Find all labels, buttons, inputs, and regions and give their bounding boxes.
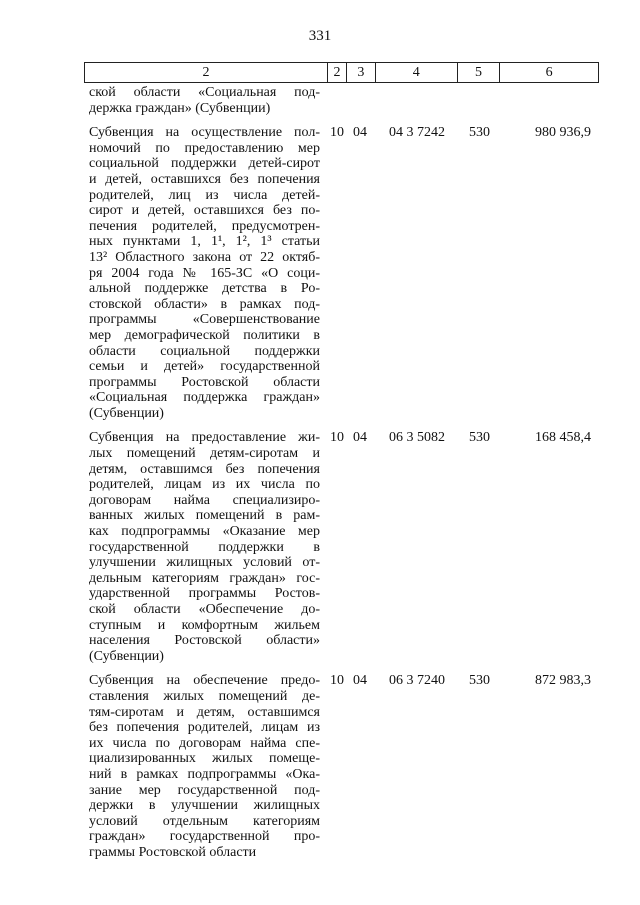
description-line: (Субвенции) bbox=[89, 648, 164, 664]
description-line: лых помещений детям-сиротам и bbox=[89, 446, 320, 462]
description-line: альной поддержке детства в Ро- bbox=[89, 281, 320, 297]
description-line: и детей, оставшихся без попечения bbox=[89, 171, 320, 187]
page-number: 331 bbox=[308, 28, 332, 44]
description-line: зание мер государственной под- bbox=[89, 782, 320, 798]
description-line: держки в улучшении жилищных bbox=[89, 798, 320, 814]
table-row bbox=[84, 125, 599, 421]
row-target-item: 06 3 7240 bbox=[389, 673, 445, 689]
row-description bbox=[84, 85, 328, 116]
description-line: (Субвенции) bbox=[89, 405, 164, 421]
table-body bbox=[84, 85, 599, 861]
row-expense-type bbox=[458, 85, 501, 116]
description-line: ванных жилых помещений в рам- bbox=[89, 508, 320, 524]
row-target-item: 04 3 7242 bbox=[389, 125, 445, 141]
row-target-item: 06 3 5082 bbox=[389, 430, 445, 446]
description-line: держка граждан» (Субвенции) bbox=[89, 100, 271, 116]
description-line: родителей, лицам из их числа по bbox=[89, 477, 320, 493]
description-line: ний в рамках подпрограммы «Ока- bbox=[89, 766, 320, 782]
description-line: Субвенция на осуществление пол- bbox=[89, 125, 320, 141]
description-line: улучшении жилищных условий от- bbox=[89, 555, 320, 571]
description-line: государственной поддержки в bbox=[89, 539, 320, 555]
description-line: населения Ростовской области» bbox=[89, 633, 320, 649]
row-description bbox=[84, 430, 328, 664]
description-line: ступным и комфортным жильем bbox=[89, 617, 320, 633]
description-line: печения родителей, предусмотрен- bbox=[89, 218, 320, 234]
description-line: Субвенция на обеспечение предо- bbox=[89, 673, 320, 689]
row-subsection bbox=[347, 85, 376, 116]
description-line: ударственной программы Ростов- bbox=[89, 586, 320, 602]
row-amount: 872 983,3 bbox=[535, 673, 591, 689]
description-line: граждан» государственной про- bbox=[89, 829, 320, 845]
header-col-description: 2 bbox=[85, 63, 328, 82]
description-line: циализированных жилых помеще- bbox=[89, 751, 320, 767]
description-line: договорам найма специализиро- bbox=[89, 492, 320, 508]
header-col-subsection: 3 bbox=[347, 63, 376, 82]
table-row bbox=[84, 673, 599, 860]
description-line: условий отдельным категориям bbox=[89, 813, 320, 829]
description-line: 13² Областного закона от 22 октяб- bbox=[89, 249, 320, 265]
row-target-item bbox=[376, 85, 458, 116]
description-line: детям, оставшимся без попечения bbox=[89, 461, 320, 477]
description-line: программы «Совершенствование bbox=[89, 312, 320, 328]
description-line: дельным категориям граждан» гос- bbox=[89, 570, 320, 586]
header-col-amount: 6 bbox=[545, 65, 553, 80]
table-row bbox=[84, 430, 599, 664]
row-section: 10 bbox=[330, 430, 344, 446]
row-subsection: 04 bbox=[353, 125, 367, 141]
row-subsection: 04 bbox=[353, 673, 367, 689]
description-line: их числа по договорам найма спе- bbox=[89, 735, 320, 751]
description-line: области социальной поддержки bbox=[89, 343, 320, 359]
row-expense-type: 530 bbox=[469, 673, 490, 689]
description-line: мер демографической политики в bbox=[89, 327, 320, 343]
row-section bbox=[328, 85, 347, 116]
row-description bbox=[84, 125, 328, 421]
row-section: 10 bbox=[330, 125, 344, 141]
description-line: «Социальная поддержка граждан» bbox=[89, 390, 320, 406]
description-line: граммы Ростовской области bbox=[89, 844, 257, 860]
description-line: ской области «Обеспечение до- bbox=[89, 602, 320, 617]
header-col-section: 2 bbox=[328, 63, 347, 82]
row-expense-type: 530 bbox=[469, 125, 490, 141]
description-line: ных пунктами 1, 1¹, 1², 1³ статьи bbox=[89, 234, 320, 250]
header-col-target-item: 4 bbox=[376, 63, 458, 82]
description-line: родителей, лиц из числа детей- bbox=[89, 187, 320, 203]
description-line: программы Ростовской области bbox=[89, 374, 320, 390]
description-line: сирот и детей, оставшихся без по- bbox=[89, 203, 320, 219]
description-line: Субвенция на предоставление жи- bbox=[89, 430, 320, 446]
table-row bbox=[84, 85, 599, 116]
description-line: ской области «Социальная под- bbox=[89, 85, 320, 100]
row-amount: 168 458,4 bbox=[535, 430, 591, 446]
description-line: семьи и детей» государственной bbox=[89, 359, 320, 375]
description-line: социальной поддержки детей-сирот bbox=[89, 156, 320, 172]
description-line: ках подпрограммы «Оказание мер bbox=[89, 524, 320, 540]
budget-table bbox=[84, 62, 599, 870]
row-description bbox=[84, 673, 328, 860]
row-expense-type: 530 bbox=[469, 430, 490, 446]
row-amount: 980 936,9 bbox=[535, 125, 591, 141]
description-line: ря 2004 года № 165-ЗС «О соци- bbox=[89, 265, 320, 281]
row-subsection: 04 bbox=[353, 430, 367, 446]
row-amount bbox=[501, 85, 599, 116]
header-col-expense-type: 5 bbox=[458, 63, 501, 82]
table-header-row bbox=[84, 62, 599, 83]
description-line: без попечения родителей, лицам из bbox=[89, 720, 320, 736]
description-line: ставления жилых помещений де- bbox=[89, 688, 320, 704]
description-line: стовской области» в рамках под- bbox=[89, 296, 320, 312]
description-line: тям-сиротам и детям, оставшимся bbox=[89, 704, 320, 720]
description-line: номочий по предоставлению мер bbox=[89, 140, 320, 156]
row-section: 10 bbox=[330, 673, 344, 689]
